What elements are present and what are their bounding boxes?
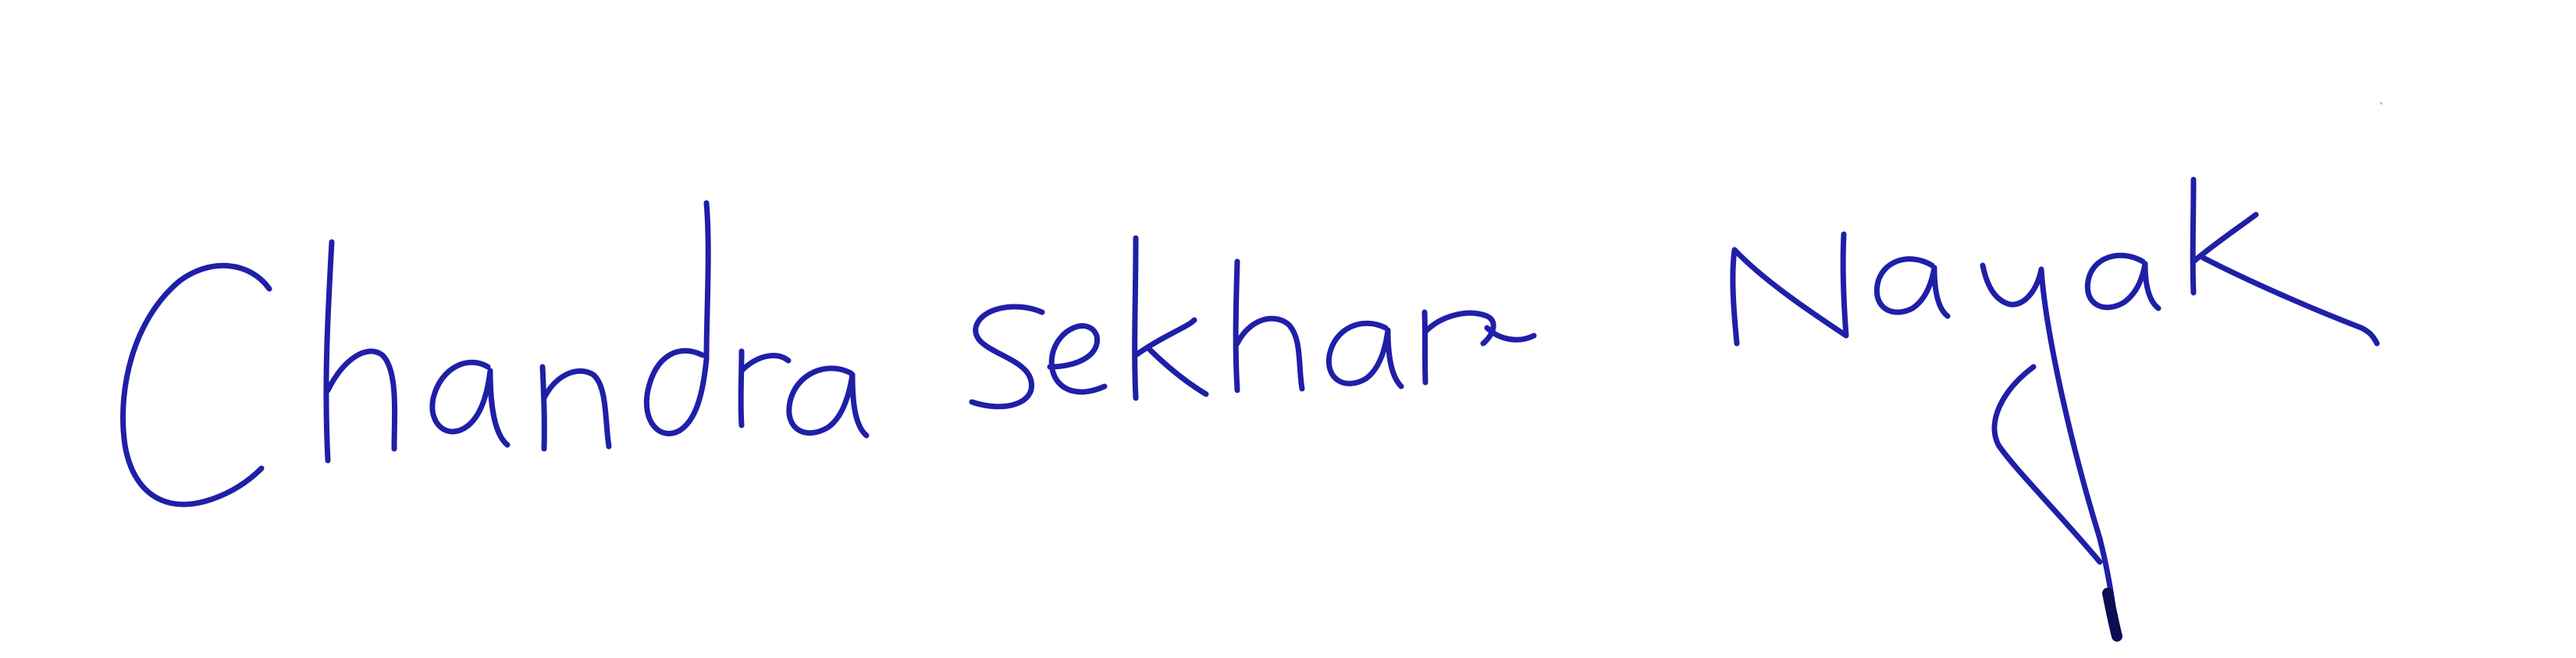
letter-y: [1983, 265, 2115, 624]
letter-e: [1050, 326, 1105, 393]
letter-a2: [789, 368, 866, 436]
letter-c: [123, 265, 269, 504]
letter-y-loop: [1994, 367, 2100, 562]
paper-speck: [2380, 102, 2382, 105]
letter-s: [972, 307, 1042, 407]
ink-blot: [2108, 593, 2117, 636]
signature-ink: [123, 180, 2377, 624]
letter-a3: [1329, 323, 1401, 386]
letter-a4: [1877, 259, 1948, 316]
letter-n: [543, 367, 609, 449]
letter-h: [326, 242, 395, 461]
letter-n-capital: [1733, 234, 1846, 343]
letter-k2: [2193, 180, 2377, 343]
letter-d: [646, 203, 708, 433]
letter-k: [1135, 238, 1206, 398]
letter-a5: [2087, 255, 2158, 308]
letter-r: [741, 351, 788, 425]
letter-h2: [1236, 261, 1302, 390]
letter-r2: [1425, 312, 1534, 382]
letter-a1: [432, 362, 507, 445]
